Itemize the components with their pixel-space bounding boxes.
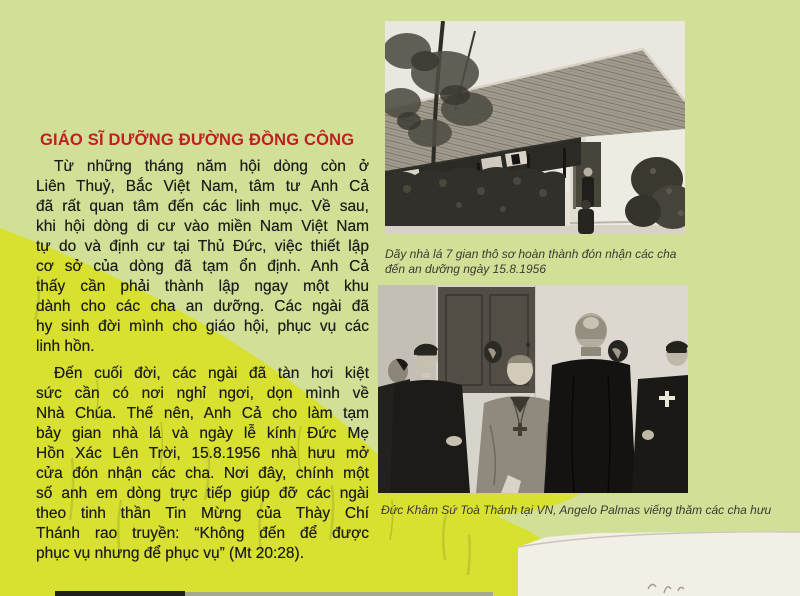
- body-line: cửa đón nhận các cha. Nơi đây, chính một: [36, 465, 369, 482]
- body-line: thấy cần phải thành lập ngay một khu: [36, 278, 369, 295]
- body-line: Thánh rao truyền: “Không đến để được: [36, 525, 369, 542]
- body-line: bảy gian nhà lá và ngày lễ kính Đức Mẹ: [36, 425, 369, 442]
- partial-photo-edge-gray: [185, 592, 493, 596]
- body-line: phục vụ nhưng để phục vụ” (Mt 20:28).: [36, 545, 305, 562]
- body-line: sức cần có nơi nghỉ ngơi, dọn mình về: [36, 385, 369, 402]
- caption-line: đến an dưỡng ngày 15.8.1956: [385, 262, 546, 276]
- paragraph-1: [36, 157, 369, 357]
- photo-caption-top: [385, 247, 685, 277]
- photo-caption-bottom: [381, 503, 793, 518]
- photo-thatched-house: [385, 21, 685, 234]
- body-line: đã rất quan tâm đến các linh mục. Về sau,: [36, 198, 369, 215]
- body-line: Hồn Xác Lên Trời, 15.8.1956 nhà hưu mở: [36, 445, 369, 462]
- body-line: hy sinh đời mình cho giáo hội, phục vụ các: [36, 318, 369, 335]
- article-heading: GIÁO SĨ DƯỠNG ĐƯỜNG ĐỒNG CÔNG: [40, 131, 355, 149]
- body-line: khi hội dòng di cư vào miền Nam Việt Nam: [36, 218, 369, 235]
- body-line: tự do và định cư tại Thủ Đức, việc thiết lập: [36, 238, 369, 255]
- body-line: Nhà Chúa. Thế nên, Anh Cả cho làm tạm: [36, 405, 369, 422]
- partial-photo-edge-dark: [55, 591, 185, 596]
- body-line: cơ sở của dòng đã tạm ổn định. Anh Cả: [36, 258, 369, 275]
- body-line: dành cho các cha an dưỡng. Các ngài đã: [36, 298, 369, 315]
- body-line: theo tinh thần Tin Mừng của Thày Chí: [36, 505, 369, 522]
- body-line: Đến cuối đời, các ngài đã tàn hơi kiệt: [54, 365, 369, 382]
- body-line: Liên Thuỷ, Bắc Việt Nam, tâm tư Anh Cả: [36, 178, 369, 195]
- photo-clergy-group: [378, 285, 688, 493]
- body-line: số anh em dòng trực tiếp giúp đỡ các ngài: [36, 485, 369, 502]
- body-line: linh hồn.: [36, 338, 95, 355]
- body-line: Từ những tháng năm hội dòng còn ở: [54, 158, 369, 175]
- paragraph-2: [36, 364, 369, 564]
- caption-line: Dãy nhà lá 7 gian thô sơ hoàn thành đón nhận các cha: [385, 247, 677, 261]
- next-photo-corner: [518, 531, 800, 596]
- caption-line: Đức Khâm Sứ Toà Thánh tại VN, Angelo Palmas viếng thăm các cha hưu: [381, 503, 772, 517]
